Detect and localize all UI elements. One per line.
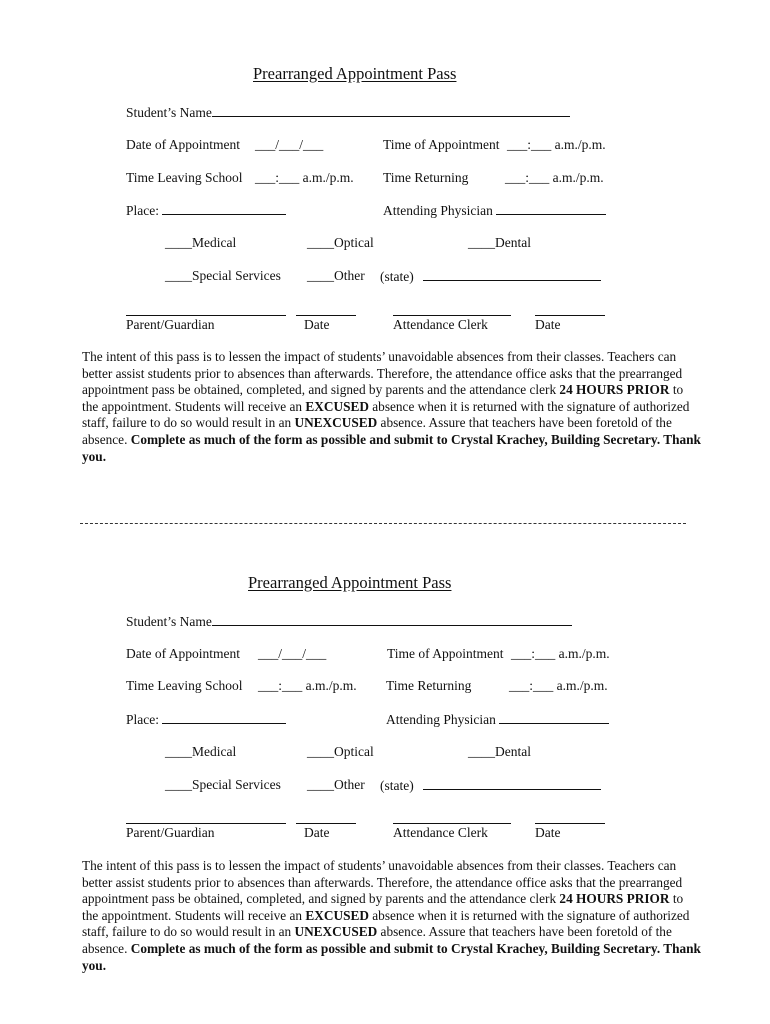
date-label-2: Date xyxy=(535,317,561,332)
leaving-field[interactable]: ___:___ a.m./p.m. xyxy=(255,170,354,185)
time-appointment-field[interactable]: ___:___ a.m./p.m. xyxy=(511,646,610,661)
para-text: to the appointment. Students will receive an xyxy=(82,382,684,414)
physician-field[interactable] xyxy=(499,711,609,724)
student-name-field[interactable] xyxy=(212,613,572,626)
date-label-1: Date xyxy=(304,825,330,840)
other-option[interactable]: ____Other xyxy=(307,777,365,792)
para-text: absence when it is returned with the signature of authorized staff, failure to do so would result in an xyxy=(82,398,690,431)
para-bold: Complete as much of the form as possible and submit to Crystal Krachey, Building Secretary. Thank you. xyxy=(82,431,701,464)
leaving-field[interactable]: ___:___ a.m./p.m. xyxy=(258,678,357,693)
state-field[interactable] xyxy=(423,268,601,281)
special-services-option[interactable]: ____Special Services xyxy=(165,268,281,283)
dental-option[interactable]: ____Dental xyxy=(468,744,531,759)
parent-guardian-label: Parent/Guardian xyxy=(126,825,215,840)
physician-row xyxy=(386,711,609,728)
date-label: Date of Appointment xyxy=(126,137,240,152)
physician-label: Attending Physician xyxy=(383,203,493,218)
date-label: Date of Appointment xyxy=(126,646,240,661)
date-line-2[interactable] xyxy=(535,823,605,824)
date-line-1[interactable] xyxy=(296,823,356,824)
para-bold: 24 HOURS PRIOR xyxy=(559,891,670,907)
para-bold: Complete as much of the form as possible and submit to Crystal Krachey, Building Secretary. Thank you. xyxy=(82,940,701,973)
optical-option[interactable]: ____Optical xyxy=(307,744,374,759)
date-label-2: Date xyxy=(535,825,561,840)
leaving-label: Time Leaving School xyxy=(126,678,243,693)
para-text: absence. Assure that teachers have been foretold of the absence. xyxy=(82,924,672,956)
state-row xyxy=(380,268,601,285)
para-text: absence. Assure that teachers have been foretold of the absence. xyxy=(82,415,672,447)
para-text: The intent of this pass is to lessen the impact of students’ unavoidable absences from their classes. Teachers can better assist students prior to absences than afterwards. Therefore, the attendance office asks that the prearranged appointment pass be obtained, completed, and signed by parents and the attendance clerk xyxy=(82,349,683,398)
instructions-paragraph xyxy=(82,349,702,465)
other-option[interactable]: ____Other xyxy=(307,268,365,283)
returning-label: Time Returning xyxy=(383,170,469,185)
date-label-1: Date xyxy=(304,317,330,332)
clerk-signature-line[interactable] xyxy=(393,823,511,824)
para-text: The intent of this pass is to lessen the impact of students’ unavoidable absences from their classes. Teachers can better assist students prior to absences than afterwards. Therefore, the attendance office asks that the prearranged appointment pass be obtained, completed, and signed by parents and the attendance clerk xyxy=(82,858,683,907)
dental-option[interactable]: ____Dental xyxy=(468,235,531,250)
state-label: (state) xyxy=(380,269,414,284)
para-bold: UNEXCUSED xyxy=(294,415,378,431)
attendance-clerk-label: Attendance Clerk xyxy=(393,317,488,332)
time-appointment-field[interactable]: ___:___ a.m./p.m. xyxy=(507,137,606,152)
date-field[interactable]: ___/___/___ xyxy=(258,646,327,661)
time-appointment-label: Time of Appointment xyxy=(387,646,504,661)
returning-field[interactable]: ___:___ a.m./p.m. xyxy=(509,678,608,693)
student-name-row xyxy=(126,104,570,121)
instructions-paragraph xyxy=(82,858,702,974)
para-bold: EXCUSED xyxy=(305,398,369,414)
parent-signature-line[interactable] xyxy=(126,823,286,824)
para-text: absence when it is returned with the signature of authorized staff, failure to do so would result in an xyxy=(82,907,690,940)
student-name-row xyxy=(126,613,572,630)
time-appointment-label: Time of Appointment xyxy=(383,137,500,152)
physician-field[interactable] xyxy=(496,202,606,215)
form-title: Prearranged Appointment Pass xyxy=(248,573,452,592)
optical-option[interactable]: ____Optical xyxy=(307,235,374,250)
place-field[interactable] xyxy=(162,202,286,215)
attendance-clerk-label: Attendance Clerk xyxy=(393,825,488,840)
state-label: (state) xyxy=(380,778,414,793)
para-bold: UNEXCUSED xyxy=(294,924,378,940)
state-row xyxy=(380,777,601,794)
place-field[interactable] xyxy=(162,711,286,724)
state-field[interactable] xyxy=(423,777,601,790)
para-text: to the appointment. Students will receive an xyxy=(82,891,684,923)
student-name-label: Student’s Name xyxy=(126,614,212,629)
date-field[interactable]: ___/___/___ xyxy=(255,137,324,152)
special-services-option[interactable]: ____Special Services xyxy=(165,777,281,792)
medical-option[interactable]: ____Medical xyxy=(165,235,237,250)
place-label: Place: xyxy=(126,203,159,218)
cut-line-divider xyxy=(80,523,686,524)
student-name-field[interactable] xyxy=(212,104,570,117)
clerk-signature-line[interactable] xyxy=(393,315,511,316)
para-bold: EXCUSED xyxy=(305,907,369,923)
medical-option[interactable]: ____Medical xyxy=(165,744,237,759)
returning-label: Time Returning xyxy=(386,678,472,693)
para-bold: 24 HOURS PRIOR xyxy=(559,382,670,398)
place-row xyxy=(126,202,286,219)
parent-guardian-label: Parent/Guardian xyxy=(126,317,215,332)
date-line-1[interactable] xyxy=(296,315,356,316)
student-name-label: Student’s Name xyxy=(126,105,212,120)
parent-signature-line[interactable] xyxy=(126,315,286,316)
place-row xyxy=(126,711,286,728)
date-line-2[interactable] xyxy=(535,315,605,316)
form-title: Prearranged Appointment Pass xyxy=(253,64,457,83)
place-label: Place: xyxy=(126,712,159,727)
physician-label: Attending Physician xyxy=(386,712,496,727)
leaving-label: Time Leaving School xyxy=(126,170,243,185)
physician-row xyxy=(383,202,606,219)
returning-field[interactable]: ___:___ a.m./p.m. xyxy=(505,170,604,185)
